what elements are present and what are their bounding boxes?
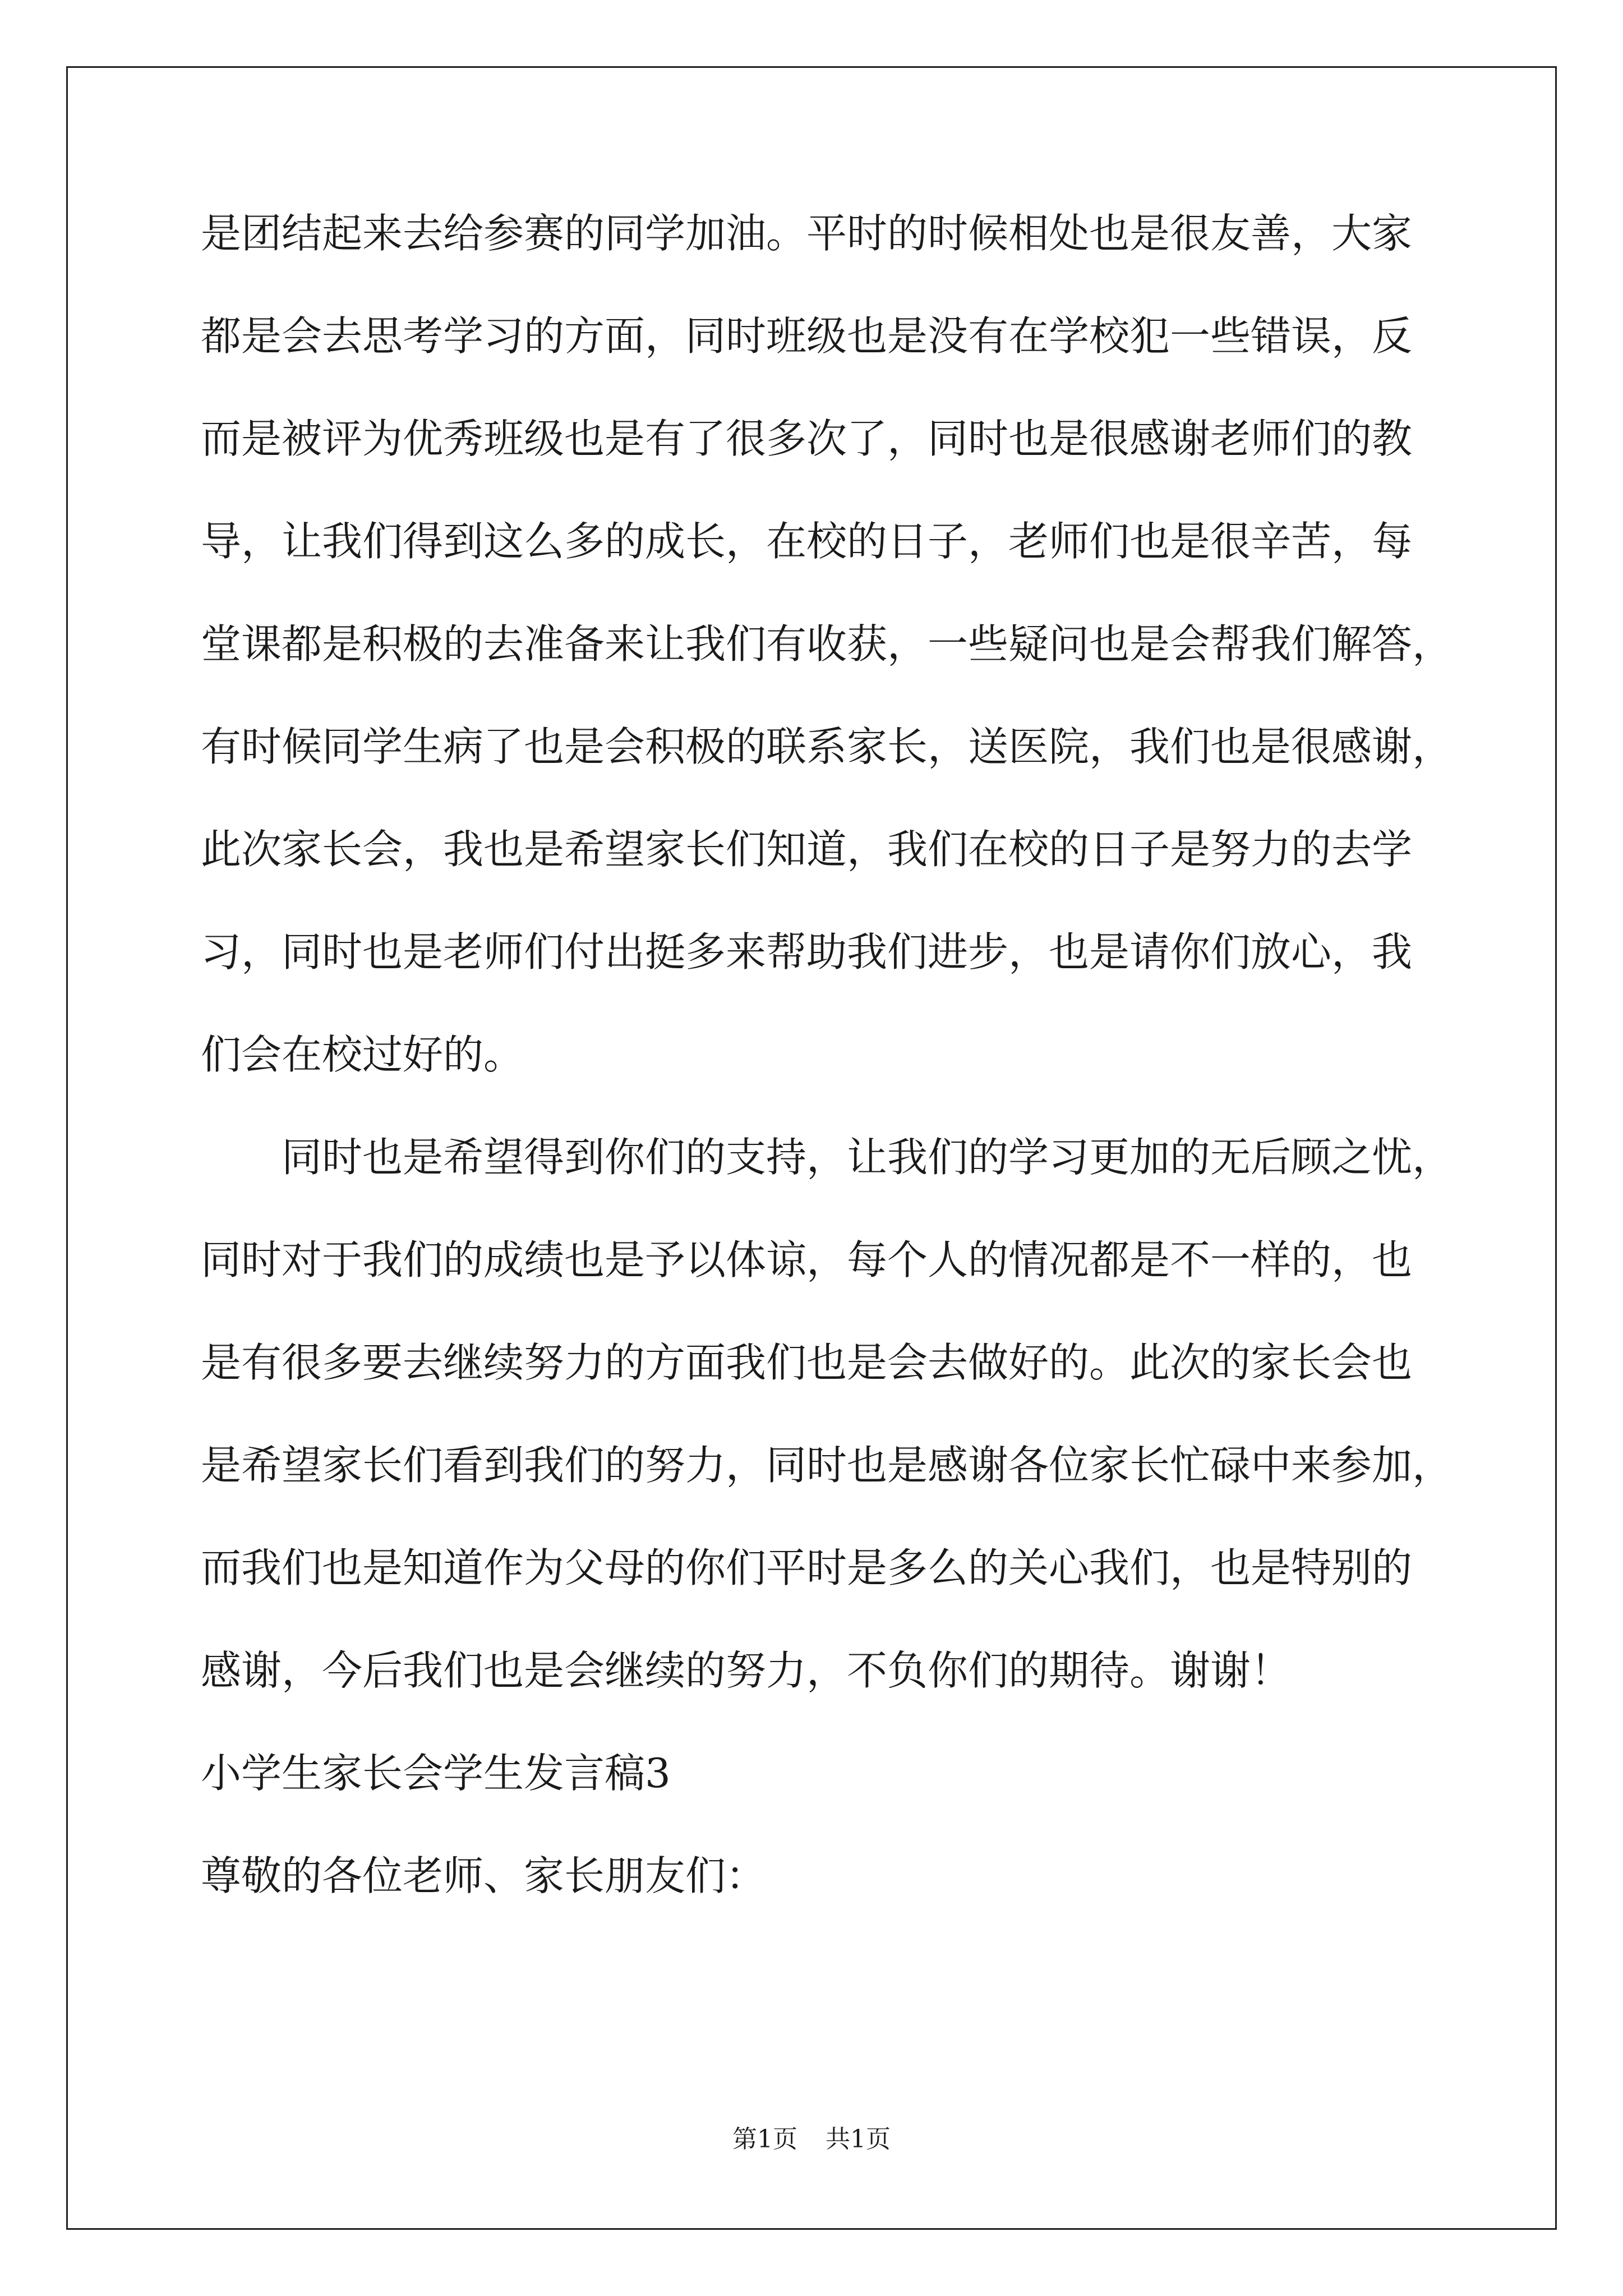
page-footer [0, 2126, 1623, 2153]
page-number-total: 共1页 [826, 2125, 891, 2154]
paragraph-line: 而我们也是知道作为父母的你们平时是多么的关心我们，也是特别的 [201, 1544, 1413, 1591]
document-body [201, 210, 1463, 1958]
paragraph-line: 而是被评为优秀班级也是有了很多次了，同时也是很感谢老师们的教 [201, 415, 1413, 462]
paragraph-line: 此次家长会，我也是希望家长们知道，我们在校的日子是努力的去学 [201, 826, 1413, 873]
paragraph-line: 导，让我们得到这么多的成长，在校的日子，老师们也是很辛苦，每 [201, 518, 1413, 565]
paragraph-line: 都是会去思考学习的方面，同时班级也是没有在学校犯一些错误，反 [201, 312, 1413, 360]
paragraph-line: 们会在校过好的。 [201, 1031, 524, 1078]
paragraph-line: 是团结起来去给参赛的同学加油。平时的时候相处也是很友善，大家 [201, 210, 1413, 257]
paragraph-line: 堂课都是积极的去准备来让我们有收获，一些疑问也是会帮我们解答， [201, 620, 1453, 668]
paragraph-line: 是有很多要去继续努力的方面我们也是会去做好的。此次的家长会也 [201, 1339, 1413, 1386]
salutation: 尊敬的各位老师、家长朋友们： [201, 1852, 767, 1899]
paragraph-line: 习，同时也是老师们付出挺多来帮助我们进步，也是请你们放心，我 [201, 928, 1413, 976]
section-title: 小学生家长会学生发言稿3 [201, 1750, 671, 1797]
paragraph-line: 是希望家长们看到我们的努力，同时也是感谢各位家长忙碌中来参加， [201, 1442, 1453, 1489]
paragraph-line: 同时也是希望得到你们的支持，让我们的学习更加的无后顾之忧， [282, 1134, 1453, 1181]
paragraph-line: 同时对于我们的成绩也是予以体谅，每个人的情况都是不一样的，也 [201, 1236, 1413, 1283]
page-number-current: 第1页 [732, 2125, 797, 2154]
paragraph-line: 感谢，今后我们也是会继续的努力，不负你们的期待。谢谢！ [201, 1647, 1292, 1694]
paragraph-line: 有时候同学生病了也是会积极的联系家长，送医院，我们也是很感谢， [201, 723, 1453, 770]
